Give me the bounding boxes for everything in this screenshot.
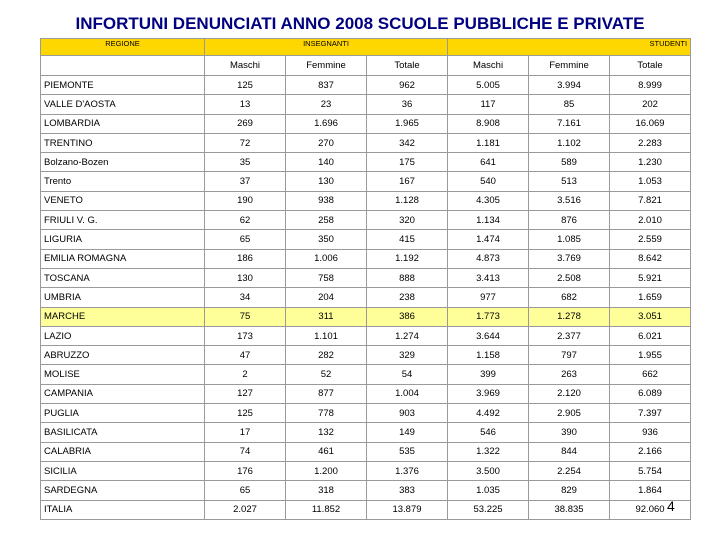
value-cell: 72: [205, 133, 286, 152]
subheader-ins-totale: Totale: [367, 56, 448, 76]
region-name: PIEMONTE: [41, 76, 205, 95]
value-cell: 1.004: [367, 384, 448, 403]
value-cell: 936: [610, 423, 691, 442]
value-cell: 5.921: [610, 268, 691, 287]
value-cell: 38.835: [529, 500, 610, 519]
region-name: MARCHE: [41, 307, 205, 326]
value-cell: 342: [367, 133, 448, 152]
value-cell: 85: [529, 95, 610, 114]
region-name: TOSCANA: [41, 268, 205, 287]
value-cell: 16.069: [610, 114, 691, 133]
value-cell: 535: [367, 442, 448, 461]
table-row: [41, 249, 691, 268]
value-cell: 238: [367, 288, 448, 307]
value-cell: 399: [448, 365, 529, 384]
value-cell: 2.027: [205, 500, 286, 519]
page-title: INFORTUNI DENUNCIATI ANNO 2008 SCUOLE PUBBLICHE E PRIVATE: [75, 14, 645, 33]
value-cell: 662: [610, 365, 691, 384]
value-cell: 263: [529, 365, 610, 384]
region-name: EMILIA ROMAGNA: [41, 249, 205, 268]
value-cell: 258: [286, 211, 367, 230]
header-regione: REGIONE: [41, 39, 205, 56]
value-cell: 1.322: [448, 442, 529, 461]
header-insegnanti: INSEGNANTI: [205, 39, 448, 56]
region-name: PUGLIA: [41, 404, 205, 423]
table-row: [41, 481, 691, 500]
table-row: [41, 211, 691, 230]
value-cell: 202: [610, 95, 691, 114]
value-cell: 37: [205, 172, 286, 191]
region-name: LOMBARDIA: [41, 114, 205, 133]
value-cell: 127: [205, 384, 286, 403]
value-cell: 117: [448, 95, 529, 114]
value-cell: 47: [205, 346, 286, 365]
table-body: [41, 76, 691, 520]
table-row: [41, 153, 691, 172]
value-cell: 1.181: [448, 133, 529, 152]
value-cell: 888: [367, 268, 448, 287]
value-cell: 282: [286, 346, 367, 365]
table-row: [41, 442, 691, 461]
value-cell: 7.397: [610, 404, 691, 423]
value-cell: 13.879: [367, 500, 448, 519]
value-cell: 844: [529, 442, 610, 461]
value-cell: 329: [367, 346, 448, 365]
subheader-stu-maschi: Maschi: [448, 56, 529, 76]
region-name: CALABRIA: [41, 442, 205, 461]
header-row: [41, 39, 691, 56]
value-cell: 1.085: [529, 230, 610, 249]
table-row: [41, 365, 691, 384]
table-row: [41, 404, 691, 423]
value-cell: 1.278: [529, 307, 610, 326]
region-name: LIGURIA: [41, 230, 205, 249]
value-cell: 1.101: [286, 326, 367, 345]
value-cell: 2.254: [529, 461, 610, 480]
table-row: [41, 133, 691, 152]
value-cell: 903: [367, 404, 448, 423]
value-cell: 1.773: [448, 307, 529, 326]
value-cell: 1.134: [448, 211, 529, 230]
table-row: [41, 423, 691, 442]
value-cell: 1.376: [367, 461, 448, 480]
value-cell: 682: [529, 288, 610, 307]
value-cell: 877: [286, 384, 367, 403]
value-cell: 175: [367, 153, 448, 172]
value-cell: 3.500: [448, 461, 529, 480]
value-cell: 1.696: [286, 114, 367, 133]
value-cell: 62: [205, 211, 286, 230]
table-row: [41, 191, 691, 210]
table-row: [41, 230, 691, 249]
value-cell: 3.516: [529, 191, 610, 210]
value-cell: 2.905: [529, 404, 610, 423]
value-cell: 269: [205, 114, 286, 133]
value-cell: 513: [529, 172, 610, 191]
value-cell: 270: [286, 133, 367, 152]
subheader-row: [41, 56, 691, 76]
value-cell: 1.006: [286, 249, 367, 268]
value-cell: 938: [286, 191, 367, 210]
value-cell: 8.999: [610, 76, 691, 95]
region-name: VENETO: [41, 191, 205, 210]
value-cell: 350: [286, 230, 367, 249]
value-cell: 1.035: [448, 481, 529, 500]
value-cell: 311: [286, 307, 367, 326]
table-row: [41, 95, 691, 114]
value-cell: 1.102: [529, 133, 610, 152]
value-cell: 65: [205, 230, 286, 249]
value-cell: 167: [367, 172, 448, 191]
value-cell: 6.089: [610, 384, 691, 403]
value-cell: 52: [286, 365, 367, 384]
table-row: [41, 384, 691, 403]
value-cell: 5.754: [610, 461, 691, 480]
region-name: TRENTINO: [41, 133, 205, 152]
table-row: [41, 172, 691, 191]
value-cell: 778: [286, 404, 367, 423]
value-cell: 797: [529, 346, 610, 365]
value-cell: 176: [205, 461, 286, 480]
value-cell: 3.051: [610, 307, 691, 326]
value-cell: 65: [205, 481, 286, 500]
value-cell: 2.559: [610, 230, 691, 249]
value-cell: 140: [286, 153, 367, 172]
region-name: VALLE D'AOSTA: [41, 95, 205, 114]
table-row: [41, 288, 691, 307]
value-cell: 36: [367, 95, 448, 114]
value-cell: 130: [205, 268, 286, 287]
region-name: Trento: [41, 172, 205, 191]
region-name: BASILICATA: [41, 423, 205, 442]
value-cell: 415: [367, 230, 448, 249]
value-cell: 2.283: [610, 133, 691, 152]
value-cell: 876: [529, 211, 610, 230]
value-cell: 5.005: [448, 76, 529, 95]
table-row: [41, 346, 691, 365]
value-cell: 132: [286, 423, 367, 442]
value-cell: 149: [367, 423, 448, 442]
subheader-blank: [41, 56, 205, 76]
value-cell: 1.659: [610, 288, 691, 307]
value-cell: 2.010: [610, 211, 691, 230]
value-cell: 390: [529, 423, 610, 442]
injury-table: [40, 38, 691, 520]
value-cell: 6.021: [610, 326, 691, 345]
value-cell: 1.192: [367, 249, 448, 268]
value-cell: 125: [205, 404, 286, 423]
value-cell: 540: [448, 172, 529, 191]
region-name: ABRUZZO: [41, 346, 205, 365]
value-cell: 34: [205, 288, 286, 307]
value-cell: 92.060: [610, 500, 691, 519]
value-cell: 1.128: [367, 191, 448, 210]
value-cell: 2.166: [610, 442, 691, 461]
value-cell: 8.642: [610, 249, 691, 268]
value-cell: 13: [205, 95, 286, 114]
value-cell: 2.120: [529, 384, 610, 403]
subheader-ins-maschi: Maschi: [205, 56, 286, 76]
value-cell: 383: [367, 481, 448, 500]
value-cell: 837: [286, 76, 367, 95]
value-cell: 53.225: [448, 500, 529, 519]
value-cell: 8.908: [448, 114, 529, 133]
value-cell: 3.644: [448, 326, 529, 345]
table-row: [41, 307, 691, 326]
region-name: SARDEGNA: [41, 481, 205, 500]
value-cell: 190: [205, 191, 286, 210]
header-studenti: STUDENTI: [448, 39, 691, 56]
table-row: [41, 500, 691, 519]
region-name: FRIULI V. G.: [41, 211, 205, 230]
value-cell: 1.230: [610, 153, 691, 172]
value-cell: 386: [367, 307, 448, 326]
region-name: CAMPANIA: [41, 384, 205, 403]
value-cell: 1.965: [367, 114, 448, 133]
table-row: [41, 114, 691, 133]
value-cell: 1.200: [286, 461, 367, 480]
value-cell: 2: [205, 365, 286, 384]
table-row: [41, 326, 691, 345]
value-cell: 23: [286, 95, 367, 114]
region-name: Bolzano-Bozen: [41, 153, 205, 172]
value-cell: 186: [205, 249, 286, 268]
value-cell: 173: [205, 326, 286, 345]
page-number: 4: [667, 498, 675, 514]
value-cell: 125: [205, 76, 286, 95]
value-cell: 977: [448, 288, 529, 307]
value-cell: 17: [205, 423, 286, 442]
value-cell: 962: [367, 76, 448, 95]
value-cell: 589: [529, 153, 610, 172]
value-cell: 1.158: [448, 346, 529, 365]
subheader-ins-femmine: Femmine: [286, 56, 367, 76]
region-name: ITALIA: [41, 500, 205, 519]
region-name: SICILIA: [41, 461, 205, 480]
value-cell: 54: [367, 365, 448, 384]
value-cell: 641: [448, 153, 529, 172]
value-cell: 35: [205, 153, 286, 172]
value-cell: 4.492: [448, 404, 529, 423]
table-row: [41, 268, 691, 287]
table-row: [41, 461, 691, 480]
value-cell: 1.274: [367, 326, 448, 345]
value-cell: 546: [448, 423, 529, 442]
value-cell: 3.769: [529, 249, 610, 268]
value-cell: 3.969: [448, 384, 529, 403]
value-cell: 2.508: [529, 268, 610, 287]
region-name: LAZIO: [41, 326, 205, 345]
region-name: UMBRIA: [41, 288, 205, 307]
subheader-stu-femmine: Femmine: [529, 56, 610, 76]
value-cell: 3.413: [448, 268, 529, 287]
table-row: [41, 76, 691, 95]
value-cell: 204: [286, 288, 367, 307]
value-cell: 829: [529, 481, 610, 500]
value-cell: 11.852: [286, 500, 367, 519]
value-cell: 758: [286, 268, 367, 287]
value-cell: 74: [205, 442, 286, 461]
value-cell: 7.821: [610, 191, 691, 210]
value-cell: 4.873: [448, 249, 529, 268]
value-cell: 1.053: [610, 172, 691, 191]
value-cell: 3.994: [529, 76, 610, 95]
value-cell: 4.305: [448, 191, 529, 210]
value-cell: 1.955: [610, 346, 691, 365]
value-cell: 130: [286, 172, 367, 191]
value-cell: 1.474: [448, 230, 529, 249]
value-cell: 2.377: [529, 326, 610, 345]
value-cell: 7.161: [529, 114, 610, 133]
region-name: MOLISE: [41, 365, 205, 384]
value-cell: 461: [286, 442, 367, 461]
value-cell: 318: [286, 481, 367, 500]
value-cell: 320: [367, 211, 448, 230]
value-cell: 1.864: [610, 481, 691, 500]
subheader-stu-totale: Totale: [610, 56, 691, 76]
value-cell: 75: [205, 307, 286, 326]
